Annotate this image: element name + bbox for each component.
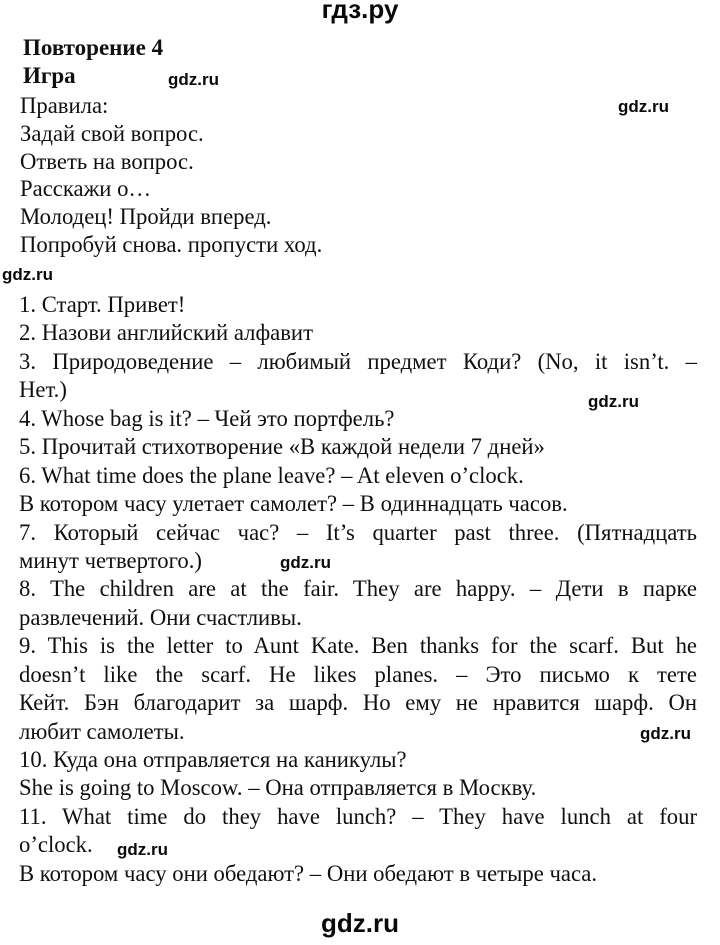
answer-line: 10. Куда она отправляется на каникулы? (19, 747, 407, 772)
answer-line: 7. Который сейчас час? – It’s quarter past three. (Пятнадцать (19, 519, 697, 545)
rule-line: Расскажи о… (20, 176, 152, 202)
gdz-watermark: gdz.ru (640, 724, 691, 743)
answer-line: 4. Whose bag is it? – Чей это портфель? (19, 405, 395, 431)
answer-line: 8. The children are at the fair. They are happy. – Дети в парке (19, 576, 697, 602)
answer-line: В котором часу улетает самолет? – В одиннадцать часов. (19, 491, 568, 517)
game-heading: Игра (23, 63, 76, 88)
rule-line: Попробуй снова. пропусти ход. (20, 231, 323, 257)
site-logo: гдз.ру (321, 0, 399, 24)
answer-line: 2. Назови английский алфавит (19, 320, 313, 346)
gdz-watermark: gdz.ru (168, 70, 219, 89)
answer-line: 5. Прочитай стихотворение «В каждой недели 7 дней» (19, 434, 545, 460)
answer-line: doesn’t like the scarf. He likes planes. – Это письмо к тете (19, 661, 697, 687)
answer-line: 9. This is the letter to Aunt Kate. Ben thanks for the scarf. But he (19, 633, 697, 659)
answer-line: 1. Старт. Привет! (19, 292, 186, 317)
rule-line: Молодец! Пройди вперед. (20, 204, 272, 230)
gdz-watermark: gdz.ru (280, 553, 331, 572)
rules-heading: Правила: (20, 93, 109, 118)
answer-line: Кейт. Бэн благодарит за шарф. Но ему не нравится шарф. Он (19, 690, 697, 716)
answer-line: 6. What time does the plane leave? – At eleven o’clock. (19, 462, 524, 488)
rule-line: Ответь на вопрос. (20, 148, 194, 174)
answers-block (19, 291, 697, 888)
answer-line: Нет.) (19, 377, 67, 403)
rule-line: Задай свой вопрос. (20, 120, 204, 146)
answer-line: 3. Природоведение – любимый предмет Коди? (No, it isn’t. – (19, 348, 697, 374)
rules-block (20, 92, 700, 259)
answer-line: She is going to Moscow. – Она отправляется в Москву. (19, 775, 537, 801)
section-title: Повторение 4 (23, 35, 164, 60)
gdz-watermark: gdz.ru (117, 840, 168, 859)
gdz-watermark: gdz.ru (588, 392, 639, 411)
answer-line: минут четвертого.) (19, 547, 202, 573)
gdz-watermark: gdz.ru (2, 265, 53, 284)
footer-logo: gdz.ru (321, 908, 399, 938)
answer-line: 11. What time do they have lunch? – They have lunch at four (19, 803, 697, 829)
answer-line: любит самолеты. (19, 718, 185, 744)
answer-line: развлечений. Они счастливы. (19, 604, 302, 630)
gdz-watermark: gdz.ru (618, 97, 669, 116)
answer-line: o’clock. (19, 832, 93, 858)
answer-line: В котором часу они обедают? – Они обедают в четыре часа. (19, 860, 598, 886)
